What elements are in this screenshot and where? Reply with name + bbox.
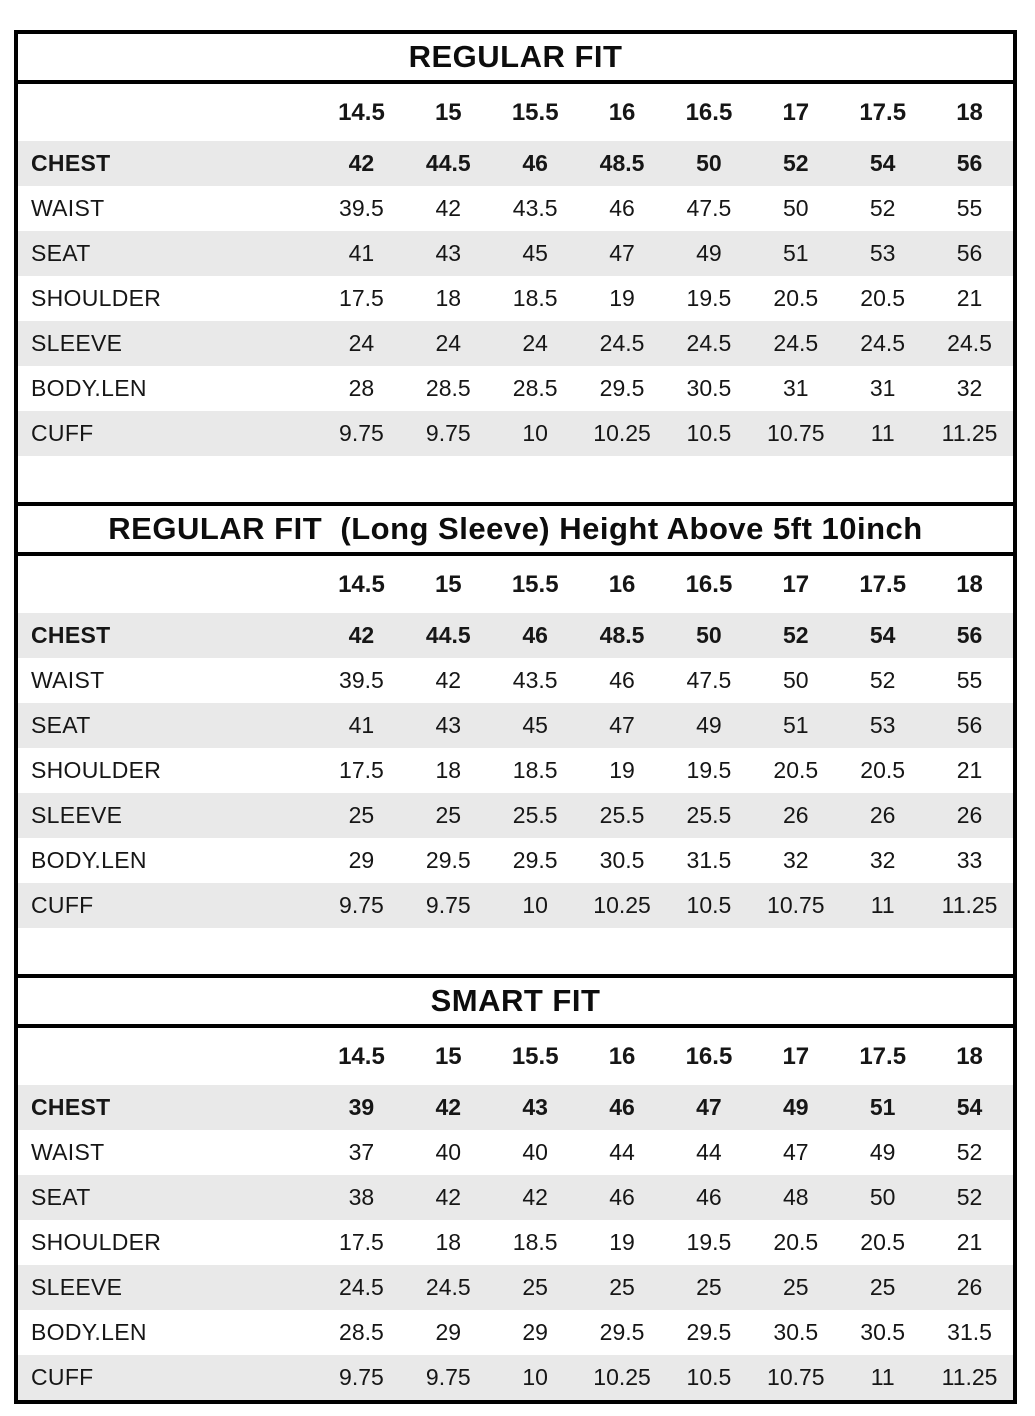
measurement-value: 29.5 [425,847,471,873]
size-header-cell: 14.5 [338,570,385,598]
measurement-label: WAIST [31,1139,105,1165]
table-title-smart-fit: SMART FIT [18,974,1013,1028]
measurement-value: 28.5 [339,1319,384,1345]
measurement-value: 18 [435,1229,462,1255]
size-header-row [18,556,1013,613]
measurement-value: 20.5 [860,285,906,311]
measurement-value: 52 [869,667,896,693]
measurement-value: 25.5 [599,802,645,828]
measurement-label: SLEEVE [31,330,123,356]
measurement-value: 10 [522,420,548,446]
measurement-value: 48 [783,1184,809,1210]
size-header-cell: 16.5 [685,98,733,126]
measurement-value: 18.5 [512,757,558,783]
size-table-regular-fit [18,84,1013,456]
size-header-cell: 16.5 [685,570,733,598]
size-header-cell: 17 [782,1042,810,1070]
size-header-cell: 18 [956,570,983,598]
measurement-value: 10.25 [593,892,651,918]
measurement-value: 50 [783,195,809,221]
measurement-value: 53 [869,240,896,266]
measurement-value: 10 [522,1364,548,1390]
size-header-cell: 17 [782,570,810,598]
measurement-value: 24 [348,330,375,356]
measurement-label: CHEST [31,622,111,648]
measurement-label: SEAT [31,240,91,266]
size-header-cell: 15 [434,98,462,126]
measurement-value: 45 [522,712,548,738]
measurement-value: 18.5 [512,285,558,311]
table-title-regular-fit: REGULAR FIT [18,34,1013,84]
measurement-value: 55 [956,667,983,693]
measurement-value: 11.25 [941,420,998,446]
measurement-value: 39.5 [339,195,384,221]
measurement-value: 46 [696,1184,722,1210]
measurement-value: 56 [956,712,983,738]
measurement-row-shoulder [18,276,1013,321]
size-header-cell: 17 [782,98,810,126]
measurement-value: 46 [609,667,635,693]
measurement-label: SLEEVE [31,802,123,828]
measurement-value: 31 [869,375,896,401]
measurement-value: 10.5 [686,1364,732,1390]
measurement-value: 24.5 [947,330,992,356]
measurement-label: SEAT [31,1184,91,1210]
measurement-value: 28 [348,375,375,401]
size-chart-sheet [14,30,1017,1404]
measurement-value: 9.75 [339,892,384,918]
measurement-value: 50 [696,150,722,176]
measurement-value: 32 [956,375,983,401]
measurement-label: CHEST [31,150,111,176]
measurement-label: BODY.LEN [31,1319,147,1345]
measurement-value: 10.75 [767,892,825,918]
measurement-row-waist [18,1130,1013,1175]
measurement-row-sleeve [18,1265,1013,1310]
measurement-value: 24 [435,330,462,356]
measurement-value: 46 [522,150,548,176]
measurement-row-body-len [18,366,1013,411]
measurement-value: 43 [435,240,462,266]
size-header-row [18,84,1013,141]
table-title-regular-fit-long-sleeve: REGULAR FIT (Long Sleeve) Height Above 5ft 10inch [18,502,1013,556]
measurement-value: 25 [435,802,462,828]
section-regular-fit [18,34,1013,502]
measurement-row-sleeve [18,793,1013,838]
measurement-row-sleeve [18,321,1013,366]
measurement-value: 10.75 [767,420,825,446]
measurement-label: CUFF [31,892,94,918]
measurement-label: SLEEVE [31,1274,123,1300]
size-header-cell: 15.5 [511,1042,559,1070]
size-header-cell: 17.5 [859,1042,907,1070]
measurement-value: 25 [609,1274,635,1300]
measurement-label: CUFF [31,1364,94,1390]
size-header-cell: 18 [956,1042,983,1070]
measurement-value: 25 [869,1274,896,1300]
measurement-value: 19.5 [686,757,732,783]
size-header-cell: 15 [434,1042,462,1070]
measurement-value: 19 [609,1229,635,1255]
measurement-row-chest [18,613,1013,658]
size-header-cell: 16.5 [685,1042,733,1070]
measurement-label: SHOULDER [31,1229,162,1255]
measurement-value: 53 [869,712,896,738]
measurement-value: 52 [783,622,809,648]
measurement-label: SHOULDER [31,757,162,783]
measurement-value: 51 [783,712,809,738]
measurement-value: 46 [522,622,548,648]
measurement-value: 9.75 [339,420,384,446]
measurement-value: 10 [522,892,548,918]
measurement-value: 51 [783,240,809,266]
measurement-value: 49 [696,240,722,266]
measurement-value: 50 [783,667,809,693]
measurement-value: 43 [435,712,462,738]
measurement-value: 21 [956,285,983,311]
measurement-value: 18 [435,285,462,311]
measurement-row-chest [18,1085,1013,1130]
section-spacer [18,928,1013,974]
measurement-value: 17.5 [339,285,384,311]
measurement-value: 9.75 [425,892,471,918]
measurement-value: 25.5 [512,802,558,828]
size-header-cell: 15.5 [511,570,559,598]
measurement-value: 24 [522,330,548,356]
measurement-value: 30.5 [860,1319,906,1345]
measurement-value: 24.5 [425,1274,471,1300]
measurement-value: 41 [348,240,375,266]
measurement-value: 19 [609,285,635,311]
measurement-value: 52 [869,195,896,221]
measurement-value: 30.5 [599,847,645,873]
measurement-value: 50 [696,622,722,648]
measurement-value: 46 [609,195,635,221]
measurement-value: 29.5 [599,375,645,401]
measurement-value: 47.5 [686,195,732,221]
measurement-value: 48.5 [599,622,645,648]
measurement-value: 56 [956,622,983,648]
measurement-label: CUFF [31,420,94,446]
measurement-value: 24.5 [860,330,906,356]
measurement-value: 10.5 [686,892,732,918]
measurement-value: 29 [522,1319,548,1345]
measurement-value: 26 [956,802,983,828]
measurement-value: 26 [869,802,896,828]
measurement-value: 11 [870,420,895,446]
measurement-value: 43.5 [512,195,558,221]
measurement-label: SEAT [31,712,91,738]
measurement-value: 52 [956,1139,983,1165]
measurement-value: 19.5 [686,1229,732,1255]
measurement-value: 49 [783,1094,809,1120]
measurement-value: 54 [869,622,896,648]
measurement-value: 20.5 [773,285,819,311]
size-header-row [18,1028,1013,1085]
measurement-value: 52 [956,1184,983,1210]
size-table-smart-fit [18,1028,1013,1400]
measurement-value: 10.25 [593,420,651,446]
measurement-value: 32 [869,847,896,873]
measurement-row-waist [18,186,1013,231]
measurement-value: 11.25 [941,1364,998,1390]
measurement-value: 19.5 [686,285,732,311]
measurement-value: 24.5 [773,330,819,356]
measurement-label: BODY.LEN [31,375,147,401]
measurement-value: 17.5 [339,757,384,783]
size-header-cell: 16 [608,570,636,598]
measurement-value: 29.5 [512,847,558,873]
measurement-value: 31.5 [686,847,732,873]
section-regular-fit-long-sleeve [18,502,1013,974]
measurement-value: 54 [956,1094,983,1120]
measurement-value: 20.5 [773,1229,819,1255]
measurement-value: 43.5 [512,667,558,693]
measurement-value: 46 [609,1094,635,1120]
measurement-value: 26 [783,802,809,828]
section-spacer [18,456,1013,502]
measurement-value: 47 [609,240,635,266]
measurement-row-cuff [18,883,1013,928]
measurement-value: 30.5 [773,1319,819,1345]
measurement-value: 44.5 [425,622,471,648]
measurement-value: 10.25 [593,1364,651,1390]
measurement-label: BODY.LEN [31,847,147,873]
measurement-value: 47 [609,712,635,738]
measurement-value: 42 [435,1094,462,1120]
measurement-value: 11 [870,1364,895,1390]
measurement-value: 20.5 [773,757,819,783]
measurement-value: 39.5 [339,667,384,693]
measurement-row-cuff [18,1355,1013,1400]
size-header-cell: 16 [608,1042,636,1070]
measurement-value: 40 [522,1139,548,1165]
measurement-label: SHOULDER [31,285,162,311]
measurement-value: 20.5 [860,757,906,783]
measurement-value: 56 [956,240,983,266]
measurement-row-seat [18,231,1013,276]
measurement-value: 39 [348,1094,375,1120]
measurement-value: 25 [783,1274,809,1300]
measurement-value: 42 [348,622,375,648]
measurement-value: 29 [435,1319,462,1345]
measurement-value: 44.5 [425,150,471,176]
measurement-value: 47 [783,1139,809,1165]
measurement-value: 45 [522,240,548,266]
measurement-value: 31.5 [947,1319,992,1345]
measurement-value: 29 [348,847,375,873]
measurement-value: 21 [956,1229,983,1255]
measurement-value: 49 [869,1139,896,1165]
measurement-row-shoulder [18,748,1013,793]
size-header-cell: 15.5 [511,98,559,126]
measurement-value: 29.5 [599,1319,645,1345]
measurement-value: 41 [348,712,375,738]
measurement-value: 42 [348,150,375,176]
measurement-value: 11 [870,892,895,918]
size-header-cell: 17.5 [859,98,907,126]
measurement-value: 31 [783,375,809,401]
measurement-value: 21 [956,757,983,783]
measurement-value: 24.5 [686,330,732,356]
measurement-label: CHEST [31,1094,111,1120]
measurement-row-body-len [18,1310,1013,1355]
measurement-value: 48.5 [599,150,645,176]
measurement-value: 10.75 [767,1364,825,1390]
measurement-value: 9.75 [339,1364,384,1390]
measurement-value: 42 [435,195,462,221]
measurement-value: 18.5 [512,1229,558,1255]
size-header-cell: 14.5 [338,98,385,126]
measurement-value: 38 [348,1184,375,1210]
measurement-value: 9.75 [425,420,471,446]
measurement-value: 19 [609,757,635,783]
measurement-value: 25 [522,1274,548,1300]
measurement-value: 42 [435,1184,462,1210]
measurement-value: 18 [435,757,462,783]
measurement-value: 56 [956,150,983,176]
measurement-value: 46 [609,1184,635,1210]
measurement-value: 9.75 [425,1364,471,1390]
measurement-value: 24.5 [339,1274,384,1300]
measurement-value: 29.5 [686,1319,732,1345]
measurement-row-cuff [18,411,1013,456]
measurement-value: 25 [696,1274,722,1300]
measurement-value: 26 [956,1274,983,1300]
measurement-row-shoulder [18,1220,1013,1265]
measurement-row-waist [18,658,1013,703]
measurement-value: 32 [783,847,809,873]
measurement-value: 42 [522,1184,548,1210]
measurement-value: 47.5 [686,667,732,693]
measurement-value: 43 [522,1094,548,1120]
measurement-row-seat [18,703,1013,748]
measurement-value: 47 [696,1094,722,1120]
size-header-cell: 16 [608,98,636,126]
measurement-value: 24.5 [599,330,645,356]
measurement-label: WAIST [31,195,105,221]
size-table-regular-fit-long-sleeve [18,556,1013,928]
measurement-value: 17.5 [339,1229,384,1255]
measurement-value: 55 [956,195,983,221]
measurement-value: 25 [348,802,375,828]
measurement-value: 28.5 [512,375,558,401]
measurement-value: 40 [435,1139,462,1165]
measurement-value: 44 [696,1139,722,1165]
size-header-cell: 18 [956,98,983,126]
section-smart-fit [18,974,1013,1400]
measurement-value: 25.5 [686,802,732,828]
measurement-value: 44 [609,1139,635,1165]
measurement-label: WAIST [31,667,105,693]
measurement-value: 54 [869,150,896,176]
size-header-cell: 14.5 [338,1042,385,1070]
measurement-value: 33 [956,847,983,873]
measurement-value: 49 [696,712,722,738]
measurement-row-body-len [18,838,1013,883]
measurement-value: 51 [869,1094,896,1120]
measurement-value: 50 [869,1184,896,1210]
measurement-value: 42 [435,667,462,693]
measurement-value: 28.5 [425,375,471,401]
size-header-cell: 17.5 [859,570,907,598]
measurement-value: 30.5 [686,375,732,401]
measurement-value: 10.5 [686,420,732,446]
size-header-cell: 15 [434,570,462,598]
measurement-value: 52 [783,150,809,176]
measurement-value: 11.25 [941,892,998,918]
measurement-value: 20.5 [860,1229,906,1255]
measurement-value: 37 [348,1139,375,1165]
measurement-row-seat [18,1175,1013,1220]
measurement-row-chest [18,141,1013,186]
